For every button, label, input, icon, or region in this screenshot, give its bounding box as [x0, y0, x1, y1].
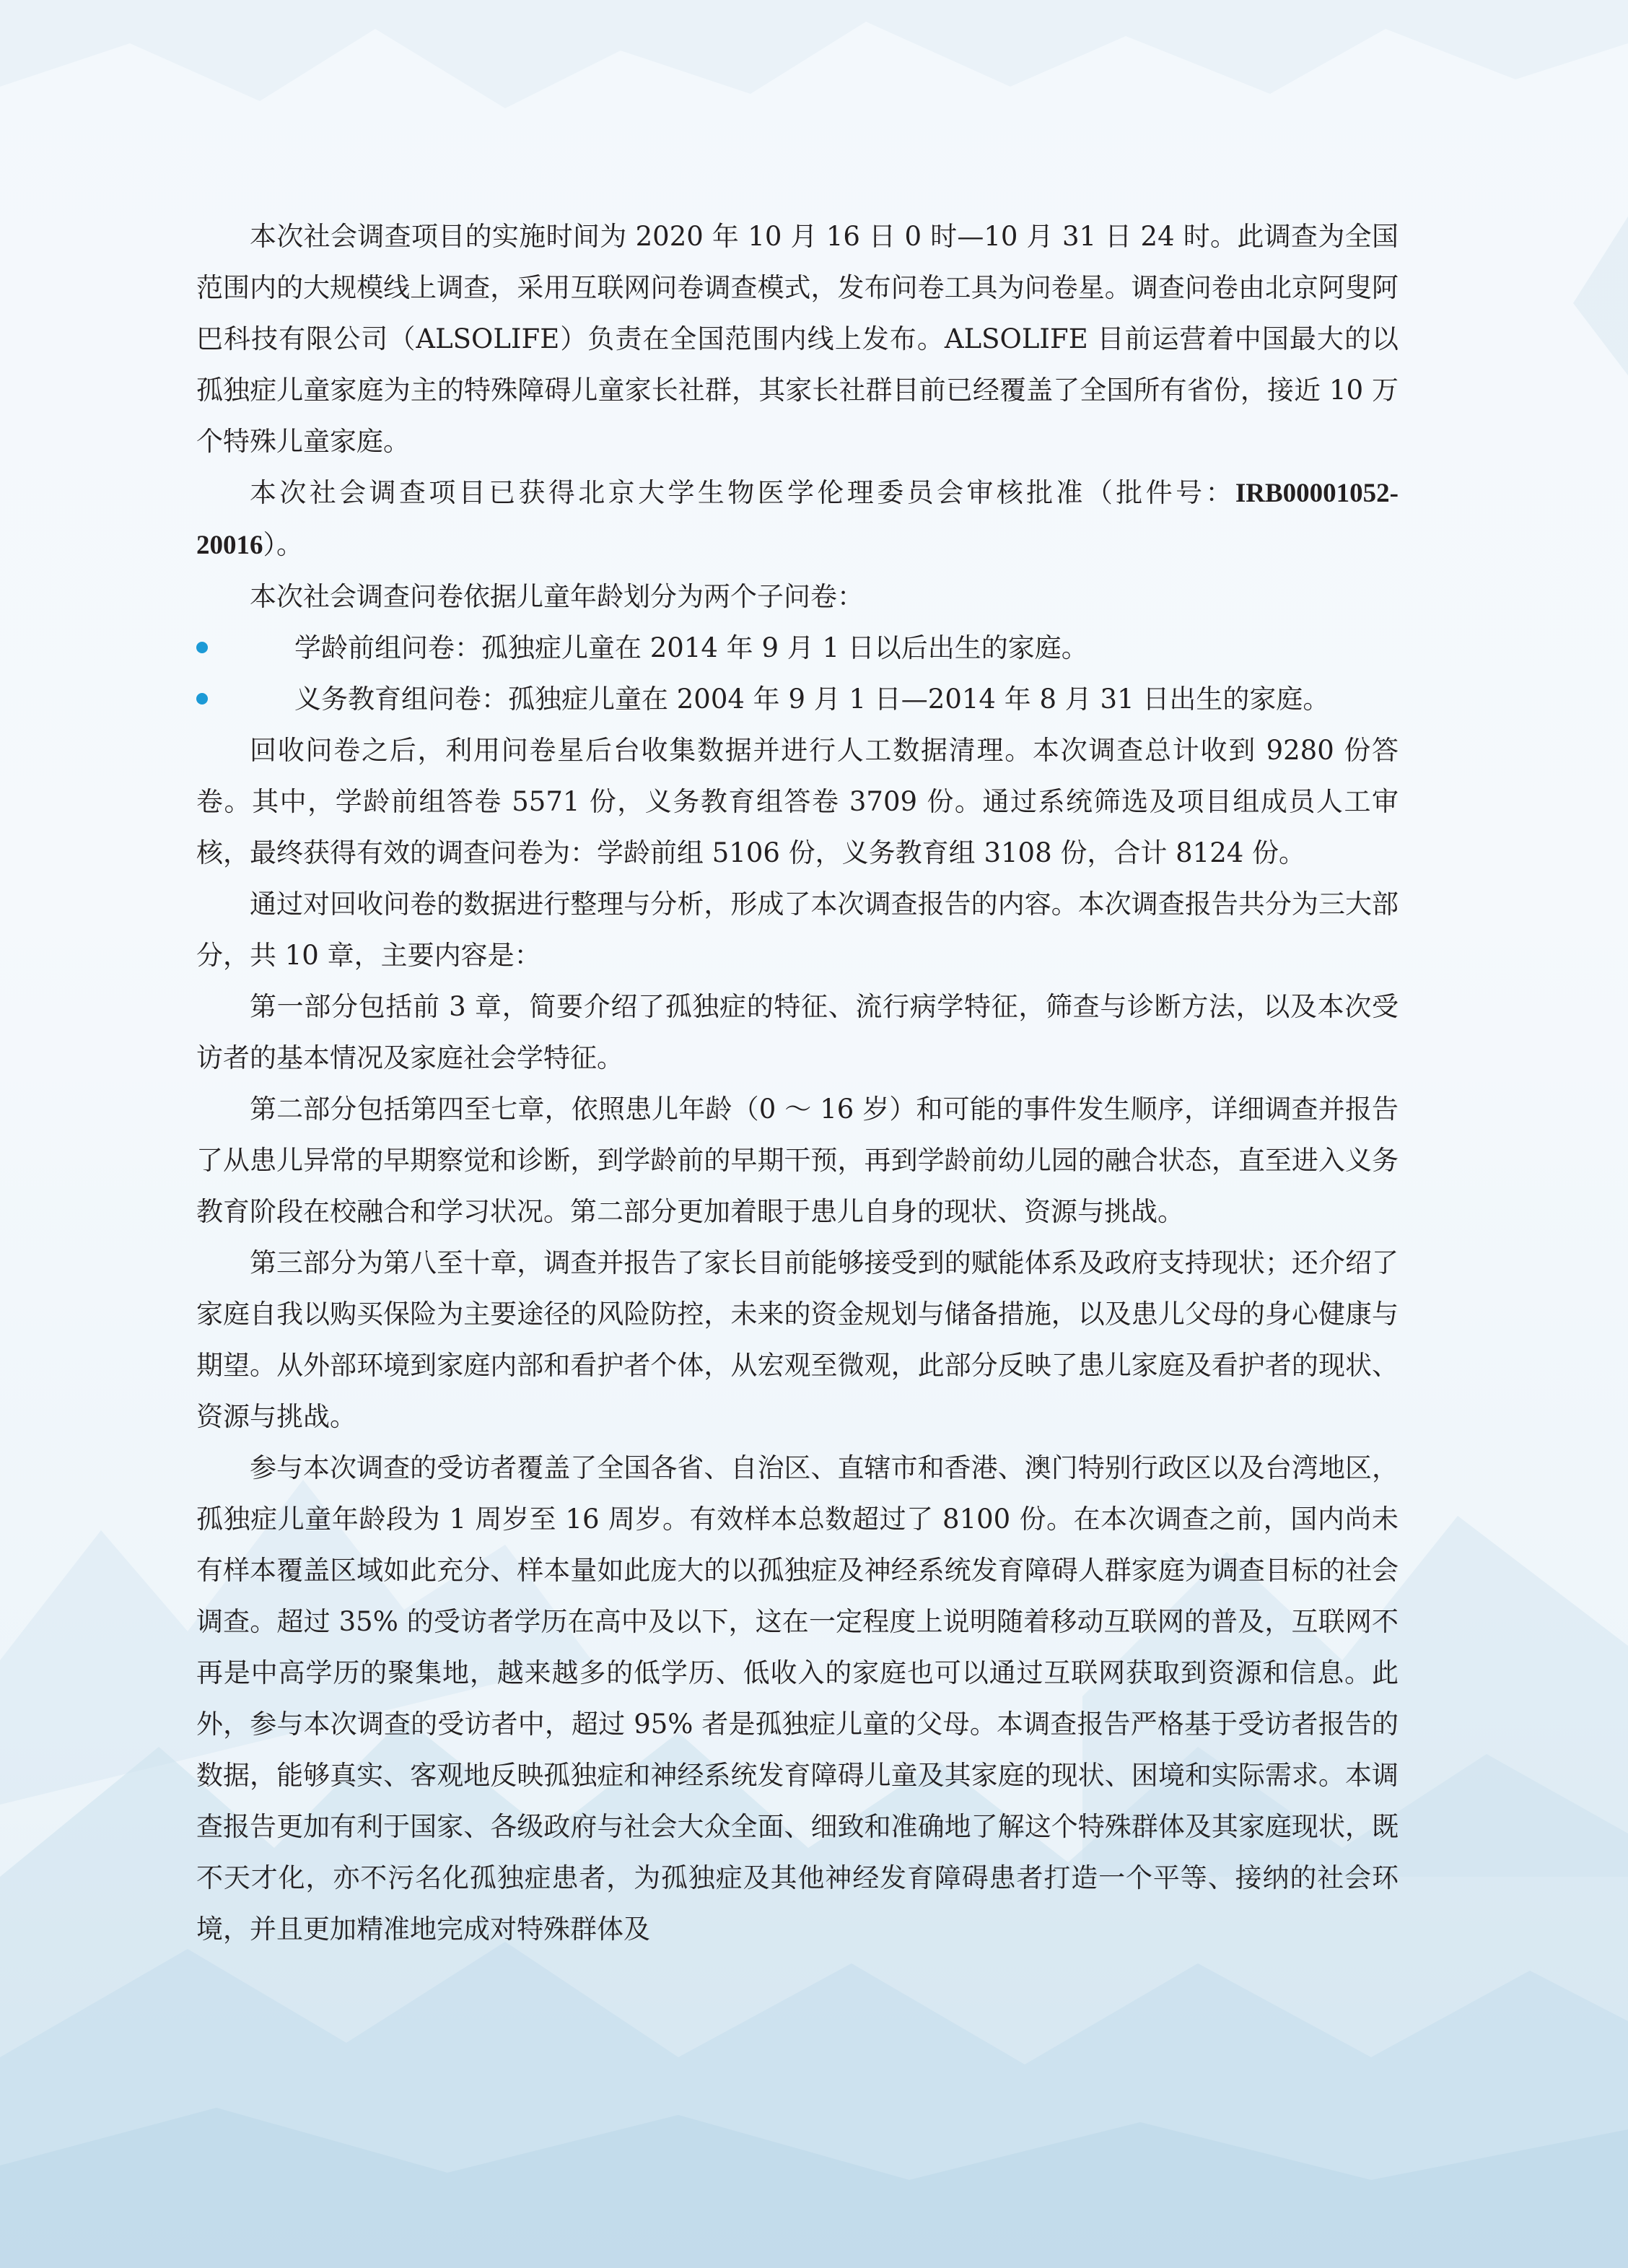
paragraph-survey-timing: 本次社会调查项目的实施时间为 2020 年 10 月 16 日 0 时—10 月 31 日 24 时。此调查为全国范围内的大规模线上调查，采用互联网问卷调查模式，发布问卷工具为问卷星。调查问卷由北京阿叟阿巴科技有限公司（ALSOLIFE）负责在全国范围内线上发布。ALSOLIFE 目前运营着中国最大的以孤独症儿童家庭为主的特殊障碍儿童家长社群，其家长社群目前已经覆盖了全国所有省份，接近 10 万个特殊儿童家庭。 — [196, 221, 1399, 457]
list-item-text: 学龄前组问卷：孤独症儿童在 2014 年 9 月 1 日以后出生的家庭。 — [294, 632, 1088, 663]
bullet-dot-icon — [196, 693, 208, 705]
list-item — [196, 673, 1399, 725]
paragraph-report-structure: 通过对回收问卷的数据进行整理与分析，形成了本次调查报告的内容。本次调查报告共分为三大部分，共 10 章，主要内容是： — [196, 889, 1399, 971]
ethics-approval-text: 本次社会调查项目已获得北京大学生物医学伦理委员会审核批准（批件号： — [250, 477, 1235, 508]
paragraph-part-three: 第三部分为第八至十章，调查并报告了家长目前能够接受到的赋能体系及政府支持现状；还介绍了家庭自我以购买保险为主要途径的风险防控，未来的资金规划与储备措施，以及患儿父母的身心健康与期望。从外部环境到家庭内部和看护者个体，从宏观至微观，此部分反映了患儿家庭及看护者的现状、资源与挑战。 — [196, 1247, 1399, 1432]
list-item — [196, 622, 1399, 673]
paragraph-respondents: 参与本次调查的受访者覆盖了全国各省、自治区、直辖市和香港、澳门特别行政区以及台湾地区，孤独症儿童年龄段为 1 周岁至 16 周岁。有效样本总数超过了 8100 份。在本次调查之前，国内尚未有样本覆盖区域如此充分、样本量如此庞大的以孤独症及神经系统发育障碍人群家庭为调查目标的社会调查。超过 35% 的受访者学历在高中及以下，这在一定程度上说明随着移动互联网的普及，互联网不再是中高学历的聚集地，越来越多的低学历、低收入的家庭也可以通过互联网获取到资源和信息。此外，参与本次调查的受访者中，超过 95% 者是孤独症儿童的父母。本调查报告严格基于受访者报告的数据，能够真实、客观地反映孤独症和神经系统发育障碍儿童及其家庭的现状、困境和实际需求。本调查报告更加有利于国家、各级政府与社会大众全面、细致和准确地了解这个特殊群体及其家庭现状，既不天才化，亦不污名化孤独症患者，为孤独症及其他神经发育障碍患者打造一个平等、接纳的社会环境，并且更加精准地完成对特殊群体及 — [196, 1452, 1399, 1945]
paragraph-ethics-approval — [196, 467, 1399, 571]
approval-number: IRB00001052-20016 — [196, 479, 1399, 560]
document-body — [196, 211, 1399, 1955]
list-item-text: 义务教育组问卷：孤独症儿童在 2004 年 9 月 1 日—2014 年 8 月 31 日出生的家庭。 — [294, 684, 1330, 715]
paragraph-questionnaire-split: 本次社会调查问卷依据儿童年龄划分为两个子问卷： — [250, 581, 864, 612]
bullet-dot-icon — [196, 642, 208, 653]
ethics-approval-end: ）。 — [263, 529, 303, 560]
paragraph-part-two: 第二部分包括第四至七章，依照患儿年龄（0 ～ 16 岁）和可能的事件发生顺序，详细调查并报告了从患儿异常的早期察觉和诊断，到学龄前的早期干预，再到学龄前幼儿园的融合状态，直至进入义务教育阶段在校融合和学习状况。第二部分更加着眼于患儿自身的现状、资源与挑战。 — [196, 1094, 1399, 1227]
paragraph-part-one: 第一部分包括前 3 章，简要介绍了孤独症的特征、流行病学特征，筛查与诊断方法，以及本次受访者的基本情况及家庭社会学特征。 — [196, 991, 1399, 1073]
paragraph-data-cleaning: 回收问卷之后，利用问卷星后台收集数据并进行人工数据清理。本次调查总计收到 9280 份答卷。其中，学龄前组答卷 5571 份，义务教育组答卷 3709 份。通过系统筛选及项目组成员人工审核，最终获得有效的调查问卷为：学龄前组 5106 份，义务教育组 3108 份，合计 8124 份。 — [196, 735, 1399, 868]
